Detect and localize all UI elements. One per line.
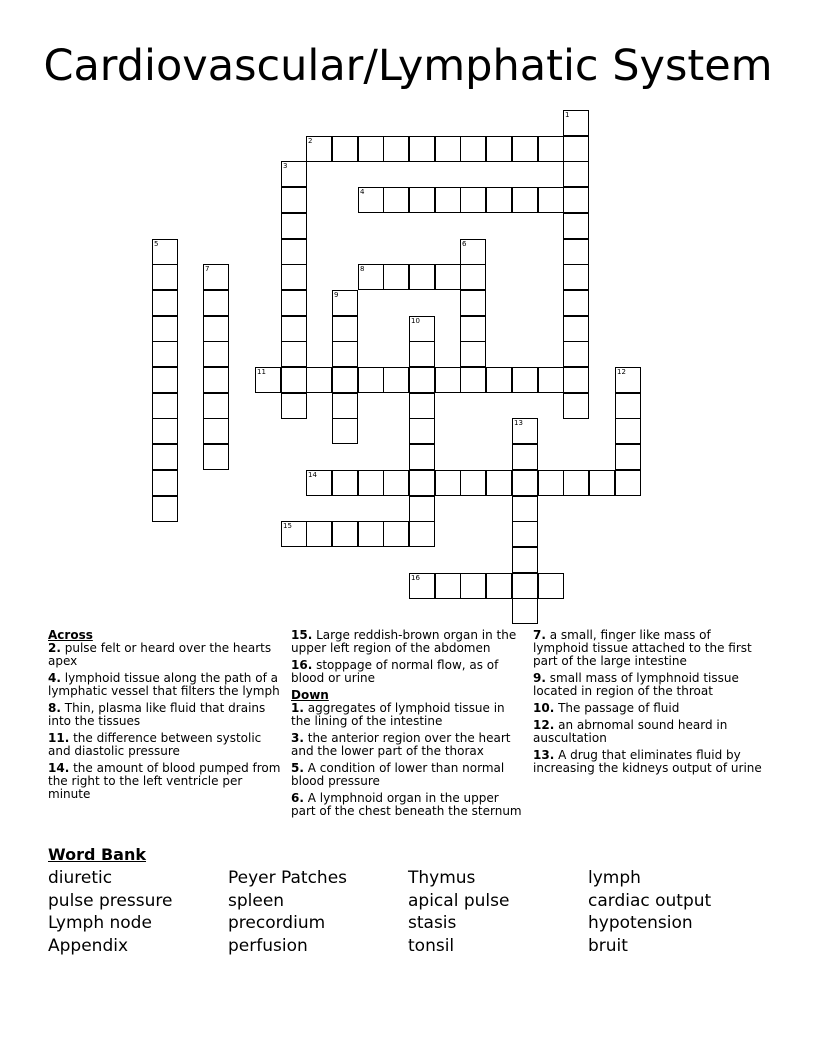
clues-column-2 bbox=[291, 629, 527, 822]
grid-cell[interactable] bbox=[332, 470, 358, 496]
cell-number: 12 bbox=[617, 368, 626, 376]
grid-cell[interactable] bbox=[383, 521, 409, 547]
grid-cell[interactable] bbox=[615, 393, 641, 419]
grid-cell[interactable] bbox=[203, 264, 229, 290]
grid-cell[interactable] bbox=[435, 264, 461, 290]
clue-down-7: 7. a small, finger like mass of lymphoid tissue attached to the first part of the large intestine bbox=[533, 628, 752, 668]
cell-number: 9 bbox=[334, 291, 339, 299]
grid-cell[interactable] bbox=[615, 444, 641, 470]
grid-cell[interactable] bbox=[615, 418, 641, 444]
clue-down-10: 10. The passage of fluid bbox=[533, 701, 680, 715]
cell-number: 1 bbox=[565, 111, 570, 119]
grid-cell[interactable] bbox=[383, 136, 409, 162]
grid-cell[interactable] bbox=[486, 573, 512, 599]
grid-cell[interactable] bbox=[281, 521, 307, 547]
grid-cell[interactable] bbox=[409, 187, 435, 213]
grid-cell[interactable] bbox=[460, 187, 486, 213]
grid-cell[interactable] bbox=[332, 341, 358, 367]
grid-cell[interactable] bbox=[203, 316, 229, 342]
grid-cell[interactable] bbox=[358, 264, 384, 290]
word-bank-item: precordium bbox=[228, 913, 326, 933]
grid-cell[interactable] bbox=[152, 367, 178, 393]
grid-cell[interactable] bbox=[563, 316, 589, 342]
grid-cell[interactable] bbox=[332, 367, 358, 393]
word-bank-title: Word Bank bbox=[48, 845, 147, 864]
grid-cell[interactable] bbox=[332, 418, 358, 444]
grid-cell[interactable] bbox=[281, 187, 307, 213]
cell-number: 11 bbox=[257, 368, 266, 376]
grid-cell[interactable] bbox=[332, 136, 358, 162]
grid-cell[interactable] bbox=[460, 239, 486, 265]
clue-across-11: 11. the difference between systolic and diastolic pressure bbox=[48, 731, 262, 758]
word-bank-item: Appendix bbox=[48, 936, 129, 956]
word-bank-item: Thymus bbox=[408, 868, 476, 888]
clue-down-5: 5. A condition of lower than normal blood pressure bbox=[291, 761, 505, 788]
grid-cell[interactable] bbox=[538, 470, 564, 496]
clue-down-1: 1. aggregates of lymphoid tissue in the lining of the intestine bbox=[291, 701, 505, 728]
word-bank-item: tonsil bbox=[408, 936, 455, 956]
grid-cell[interactable] bbox=[358, 136, 384, 162]
word-bank-item: apical pulse bbox=[408, 891, 510, 911]
grid-cell[interactable] bbox=[281, 316, 307, 342]
clue-across-8: 8. Thin, plasma like fluid that drains into the tissues bbox=[48, 701, 266, 728]
clue-down-9: 9. small mass of lymphnoid tissue located in region of the throat bbox=[533, 671, 739, 698]
clue-across-16: 16. stoppage of normal flow, as of blood or urine bbox=[291, 658, 499, 685]
clues-column-3 bbox=[533, 629, 769, 779]
grid-cell[interactable] bbox=[152, 239, 178, 265]
grid-cell[interactable] bbox=[409, 470, 435, 496]
grid-cell[interactable] bbox=[255, 367, 281, 393]
grid-cell[interactable] bbox=[435, 573, 461, 599]
grid-cell[interactable] bbox=[281, 161, 307, 187]
grid-cell[interactable] bbox=[152, 316, 178, 342]
grid-cell[interactable] bbox=[486, 187, 512, 213]
grid-cell[interactable] bbox=[409, 393, 435, 419]
grid-cell[interactable] bbox=[281, 341, 307, 367]
grid-cell[interactable] bbox=[203, 393, 229, 419]
cell-number: 6 bbox=[462, 240, 467, 248]
grid-cell[interactable] bbox=[332, 290, 358, 316]
grid-cell[interactable] bbox=[563, 393, 589, 419]
grid-cell[interactable] bbox=[435, 136, 461, 162]
grid-cell[interactable] bbox=[460, 470, 486, 496]
grid-cell[interactable] bbox=[306, 521, 332, 547]
grid-cell[interactable] bbox=[563, 187, 589, 213]
word-bank-item: Lymph node bbox=[48, 913, 152, 933]
word-bank-item: diuretic bbox=[48, 868, 113, 888]
grid-cell[interactable] bbox=[281, 393, 307, 419]
clue-down-6: 6. A lymphnoid organ in the upper part of the chest beneath the sternum bbox=[291, 791, 522, 818]
grid-cell[interactable] bbox=[409, 136, 435, 162]
grid-cell[interactable] bbox=[615, 367, 641, 393]
cell-number: 8 bbox=[360, 265, 365, 273]
grid-cell[interactable] bbox=[563, 290, 589, 316]
word-bank-item: pulse pressure bbox=[48, 891, 173, 911]
cell-number: 3 bbox=[283, 162, 288, 170]
grid-cell[interactable] bbox=[203, 341, 229, 367]
down-heading: Down bbox=[291, 688, 329, 702]
grid-cell[interactable] bbox=[152, 470, 178, 496]
grid-cell[interactable] bbox=[358, 470, 384, 496]
grid-cell[interactable] bbox=[435, 187, 461, 213]
across-heading: Across bbox=[48, 628, 93, 642]
grid-cell[interactable] bbox=[152, 341, 178, 367]
grid-cell[interactable] bbox=[152, 393, 178, 419]
grid-cell[interactable] bbox=[486, 470, 512, 496]
grid-cell[interactable] bbox=[281, 264, 307, 290]
grid-cell[interactable] bbox=[563, 239, 589, 265]
grid-cell[interactable] bbox=[615, 470, 641, 496]
grid-cell[interactable] bbox=[409, 341, 435, 367]
clues-column-1 bbox=[48, 629, 284, 805]
clue-across-14: 14. the amount of blood pumped from the right to the left ventricle per minute bbox=[48, 761, 281, 801]
word-bank-item: cardiac output bbox=[588, 891, 712, 911]
grid-cell[interactable] bbox=[306, 136, 332, 162]
grid-cell[interactable] bbox=[358, 187, 384, 213]
grid-cell[interactable] bbox=[409, 316, 435, 342]
grid-cell[interactable] bbox=[152, 444, 178, 470]
page-title: Cardiovascular/Lymphatic System bbox=[43, 41, 773, 91]
word-bank-item: lymph bbox=[588, 868, 641, 888]
grid-cell[interactable] bbox=[358, 521, 384, 547]
grid-cell[interactable] bbox=[512, 367, 538, 393]
grid-cell[interactable] bbox=[383, 187, 409, 213]
grid-cell[interactable] bbox=[512, 496, 538, 522]
grid-cell[interactable] bbox=[203, 444, 229, 470]
grid-cell[interactable] bbox=[512, 187, 538, 213]
grid-cell[interactable] bbox=[563, 341, 589, 367]
cell-number: 15 bbox=[283, 522, 292, 530]
grid-cell[interactable] bbox=[409, 418, 435, 444]
clue-down-13: 13. A drug that eliminates fluid by increasing the kidneys output of urine bbox=[533, 748, 762, 775]
grid-cell[interactable] bbox=[512, 598, 538, 624]
grid-cell[interactable] bbox=[281, 290, 307, 316]
grid-cell[interactable] bbox=[512, 521, 538, 547]
grid-cell[interactable] bbox=[332, 316, 358, 342]
cell-number: 2 bbox=[308, 137, 313, 145]
word-bank-item: spleen bbox=[228, 891, 285, 911]
grid-cell[interactable] bbox=[538, 573, 564, 599]
cell-number: 16 bbox=[411, 574, 420, 582]
grid-cell[interactable] bbox=[409, 521, 435, 547]
cell-number: 13 bbox=[514, 419, 523, 427]
grid-cell[interactable] bbox=[203, 290, 229, 316]
grid-cell[interactable] bbox=[563, 213, 589, 239]
grid-cell[interactable] bbox=[409, 444, 435, 470]
grid-cell[interactable] bbox=[512, 547, 538, 573]
cell-number: 7 bbox=[205, 265, 210, 273]
grid-cell[interactable] bbox=[409, 573, 435, 599]
grid-cell[interactable] bbox=[460, 573, 486, 599]
word-bank-item: stasis bbox=[408, 913, 457, 933]
grid-cell[interactable] bbox=[512, 573, 538, 599]
grid-cell[interactable] bbox=[563, 264, 589, 290]
cell-number: 14 bbox=[308, 471, 317, 479]
grid-cell[interactable] bbox=[512, 418, 538, 444]
grid-cell[interactable] bbox=[383, 470, 409, 496]
grid-cell[interactable] bbox=[512, 470, 538, 496]
grid-cell[interactable] bbox=[306, 470, 332, 496]
grid-cell[interactable] bbox=[589, 470, 615, 496]
clue-across-15: 15. Large reddish-brown organ in the upper left region of the abdomen bbox=[291, 628, 517, 655]
grid-cell[interactable] bbox=[281, 239, 307, 265]
grid-cell[interactable] bbox=[409, 496, 435, 522]
grid-cell[interactable] bbox=[435, 367, 461, 393]
grid-cell[interactable] bbox=[563, 470, 589, 496]
cell-number: 4 bbox=[360, 188, 365, 196]
grid-cell[interactable] bbox=[512, 444, 538, 470]
grid-cell[interactable] bbox=[563, 110, 589, 136]
word-bank-item: hypotension bbox=[588, 913, 693, 933]
grid-cell[interactable] bbox=[332, 393, 358, 419]
grid-cell[interactable] bbox=[152, 496, 178, 522]
grid-cell[interactable] bbox=[460, 367, 486, 393]
grid-cell[interactable] bbox=[281, 367, 307, 393]
grid-cell[interactable] bbox=[409, 367, 435, 393]
clue-down-12: 12. an abrnomal sound heard in auscultation bbox=[533, 718, 728, 745]
clue-across-2: 2. pulse felt or heard over the hearts apex bbox=[48, 641, 272, 668]
grid-cell[interactable] bbox=[409, 264, 435, 290]
clue-down-3: 3. the anterior region over the heart and the lower part of the thorax bbox=[291, 731, 511, 758]
grid-cell[interactable] bbox=[460, 316, 486, 342]
word-bank-item: perfusion bbox=[228, 936, 308, 956]
grid-cell[interactable] bbox=[203, 367, 229, 393]
grid-cell[interactable] bbox=[512, 136, 538, 162]
grid-cell[interactable] bbox=[306, 367, 332, 393]
grid-cell[interactable] bbox=[486, 367, 512, 393]
grid-cell[interactable] bbox=[281, 213, 307, 239]
grid-cell[interactable] bbox=[152, 290, 178, 316]
grid-cell[interactable] bbox=[460, 136, 486, 162]
grid-cell[interactable] bbox=[460, 290, 486, 316]
grid-cell[interactable] bbox=[460, 341, 486, 367]
grid-cell[interactable] bbox=[203, 418, 229, 444]
grid-cell[interactable] bbox=[460, 264, 486, 290]
grid-cell[interactable] bbox=[538, 187, 564, 213]
grid-cell[interactable] bbox=[538, 136, 564, 162]
grid-cell[interactable] bbox=[383, 264, 409, 290]
cell-number: 5 bbox=[154, 240, 159, 248]
grid-cell[interactable] bbox=[563, 367, 589, 393]
clue-across-4: 4. lymphoid tissue along the path of a lymphatic vessel that filters the lymph bbox=[48, 671, 280, 698]
grid-cell[interactable] bbox=[563, 136, 589, 162]
grid-cell[interactable] bbox=[486, 136, 512, 162]
grid-cell[interactable] bbox=[332, 521, 358, 547]
grid-cell[interactable] bbox=[538, 367, 564, 393]
word-bank-item: bruit bbox=[588, 936, 628, 956]
word-bank-item: Peyer Patches bbox=[228, 868, 348, 888]
grid-cell[interactable] bbox=[383, 367, 409, 393]
grid-cell[interactable] bbox=[152, 418, 178, 444]
cell-number: 10 bbox=[411, 317, 420, 325]
grid-cell[interactable] bbox=[152, 264, 178, 290]
grid-cell[interactable] bbox=[358, 367, 384, 393]
grid-cell[interactable] bbox=[435, 470, 461, 496]
grid-cell[interactable] bbox=[563, 161, 589, 187]
